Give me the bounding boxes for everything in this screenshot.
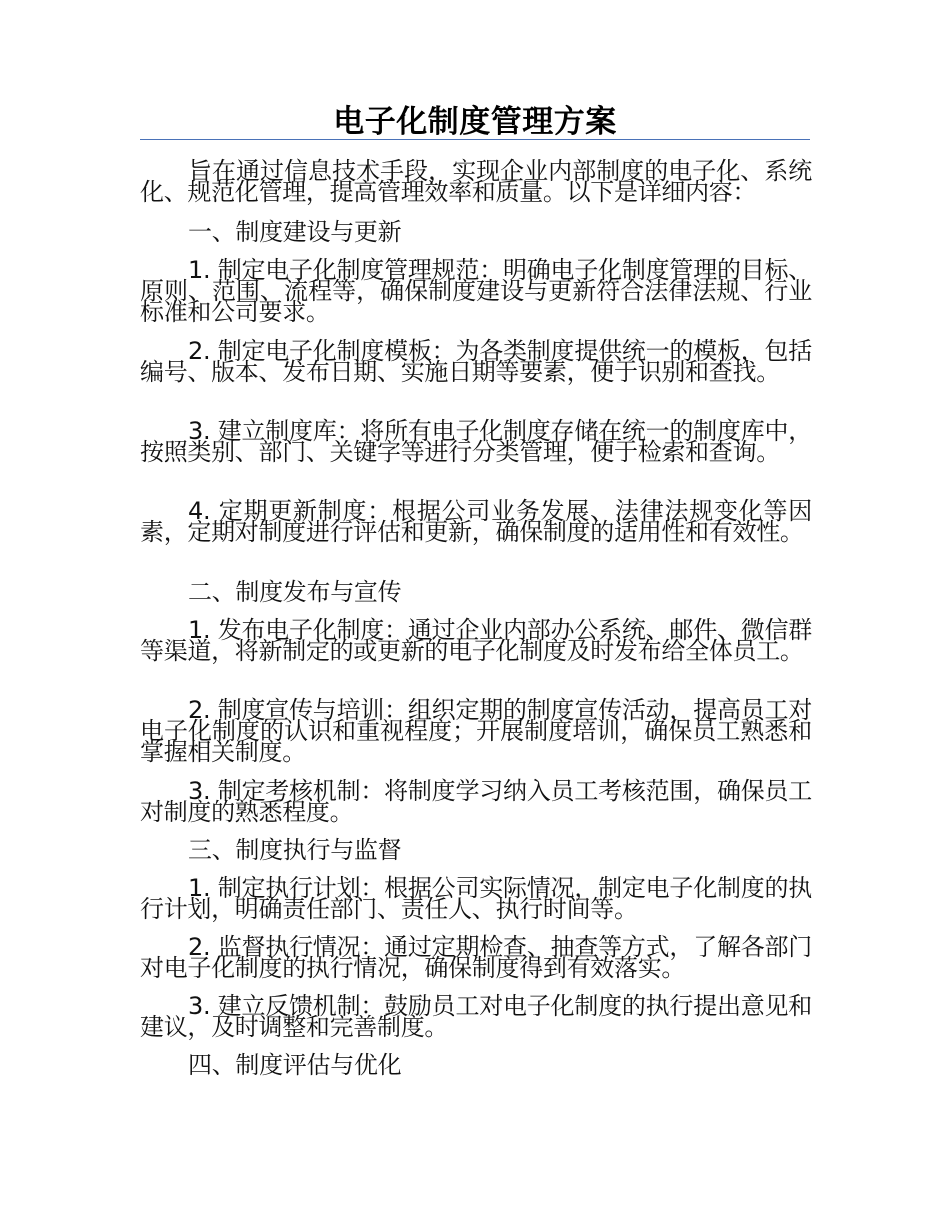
section-1-item-2: 2. 制定电子化制度模板：为各类制度提供统一的模板，包括编号、版本、发布日期、实施日期等要素，便于识别和查找。 xyxy=(140,337,812,386)
section-heading-2: 二、制度发布与宣传 xyxy=(188,578,402,606)
document-title: 电子化制度管理方案 xyxy=(333,104,617,140)
section-heading-4: 四、制度评估与优化 xyxy=(188,1051,402,1079)
section-2-item-3: 3. 制定考核机制：将制度学习纳入员工考核范围，确保员工对制度的熟悉程度。 xyxy=(140,777,812,826)
section-heading-3: 三、制度执行与监督 xyxy=(188,836,402,864)
section-1-item-1: 1. 制定电子化制度管理规范：明确电子化制度管理的目标、原则、范围、流程等，确保制度建设与更新符合法律法规、行业标准和公司要求。 xyxy=(140,256,812,326)
section-2-item-1: 1. 发布电子化制度：通过企业内部办公系统、邮件、微信群等渠道，将新制定的或更新的电子化制度及时发布给全体员工。 xyxy=(140,616,812,665)
intro-paragraph: 旨在通过信息技术手段，实现企业内部制度的电子化、系统化、规范化管理，提高管理效率和质量。以下是详细内容： xyxy=(140,157,812,206)
section-1-item-4: 4. 定期更新制度：根据公司业务发展、法律法规变化等因素，定期对制度进行评估和更新，确保制度的适用性和有效性。 xyxy=(140,497,812,546)
section-heading-1: 一、制度建设与更新 xyxy=(188,218,402,246)
section-1-item-3: 3. 建立制度库：将所有电子化制度存储在统一的制度库中，按照类别、部门、关键字等进行分类管理，便于检索和查询。 xyxy=(140,417,812,466)
section-3-item-3: 3. 建立反馈机制：鼓励员工对电子化制度的执行提出意见和建议，及时调整和完善制度。 xyxy=(140,992,812,1041)
section-3-item-2: 2. 监督执行情况：通过定期检查、抽查等方式，了解各部门对电子化制度的执行情况，确保制度得到有效落实。 xyxy=(140,933,812,982)
title-underline xyxy=(140,139,810,140)
section-3-item-1: 1. 制定执行计划：根据公司实际情况，制定电子化制度的执行计划，明确责任部门、责任人、执行时间等。 xyxy=(140,874,812,923)
section-2-item-2: 2. 制度宣传与培训：组织定期的制度宣传活动，提高员工对电子化制度的认识和重视程度；开展制度培训，确保员工熟悉和掌握相关制度。 xyxy=(140,696,812,766)
